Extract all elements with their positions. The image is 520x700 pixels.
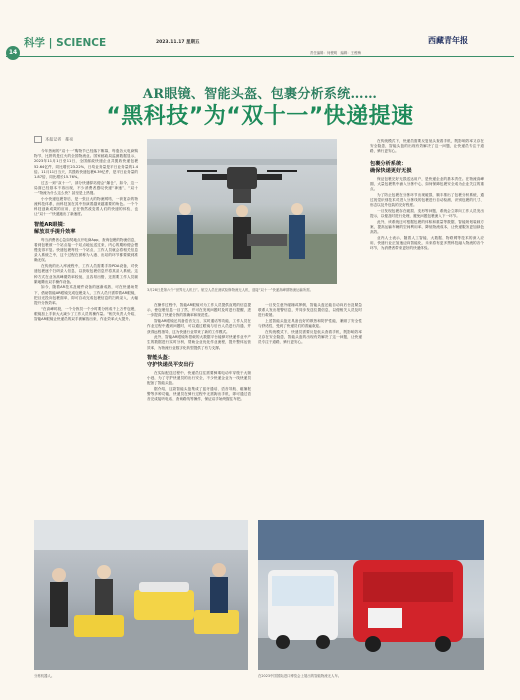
autonomous-delivery-vehicle-photo xyxy=(258,520,484,670)
paragraph: 过去一到“双十一”，部分快递驿站便会“爆仓”，如今，这一局面已经基本不再出现，不少消费者感叹快递“神速”，“双十一”物流为什么这么快？甚至是上热搜。 xyxy=(34,180,138,196)
paragraph: 在传统模式下，快递员需要反复低头查看手机，既影响效率又存在安全隐患，智能头盔的出现有效解决了这一问题，让快递员专注于道路，骑行更安心。 xyxy=(258,330,362,345)
robot-illustration xyxy=(34,520,248,670)
photo-caption-bottom-right: 在2023中国国际进口博览会上展出的智能物流无人车。 xyxy=(258,674,342,678)
subheading-line2: 守护快递员平安出行 xyxy=(147,361,194,368)
pencil-icon xyxy=(34,136,42,143)
subheading: 智能AR眼镜： xyxy=(34,221,68,228)
date: 2023.11.17 xyxy=(156,40,185,45)
section-en: SCIENCE xyxy=(56,37,107,49)
newspaper-name: 西藏青年报 xyxy=(428,35,468,45)
paragraph: 一旦发生意外碰撞或摔倒，智能头盔还能自动向后台及紧急联系人发出报警信息，并同步发送位置信息，以便相关人员及时进行救援。 xyxy=(258,303,362,318)
byline xyxy=(34,136,138,143)
page-number-badge xyxy=(6,46,20,60)
sorting-robot-photo xyxy=(34,520,248,670)
paragraph: 据介绍，这款智能头盔集成了蓝牙通话、语音导航、碰撞报警等多种功能，快递员在骑行过程中无需掏出手机，即可通过语音完成接听电话、查询路线等操作，保证双手始终握住车把。 xyxy=(147,386,251,402)
byline-text: 本报记者 都亮 xyxy=(45,136,74,142)
header-rule xyxy=(6,56,514,57)
paragraph: 在传统模式下，快递员需要反复低头查看手机，既影响效率又存在安全隐患，智能头盔的出现有效解决了这一问题，让快递员专注于道路，骑行更安心。 xyxy=(370,139,484,154)
paragraph: 此外，智能AR眼镜所搭载的大数据平台能够对快递作业中产生的数据进行实时分析，帮助企业优化作业流程，提升整体运营效率，为物流行业数字化转型提供了有力支撑。 xyxy=(147,335,251,350)
vehicle-illustration xyxy=(258,520,484,670)
subheading: 智能头盔： xyxy=(147,354,173,361)
headline-kicker: AR眼镜、智能头盔、包裹分析系统…… xyxy=(142,87,378,102)
issue-date xyxy=(156,39,200,45)
page-number: 14 xyxy=(8,49,18,56)
subheading-line2: 解放双手提升效率 xyxy=(34,228,76,235)
headline-main: “黑科技”为“双十一”快递提速 xyxy=(106,104,414,129)
paragraph: 一旦发现包裹存在破损、变形等问题，系统会立即向工作人员发出提示，以便及时进行处理，避免问题包裹流入下一环节。 xyxy=(370,208,484,219)
editor-line: 责任编辑：何俊明 编辑：王俊梅 xyxy=(310,51,388,55)
paragraph: 智能AR眼镜还具备语音交互、实时通话等功能，工作人员在作业过程中遇到问题时，可以通过眼镜与后台人员进行沟通，并获得远程指导，这为快递行业带来了新的工作模式。 xyxy=(147,319,251,334)
drone-illustration xyxy=(147,139,337,284)
paragraph: 上述智能头盔还具备良好的散热和防护性能，兼顾了安全性与舒适性，受到了快递员们的普遍欢迎。 xyxy=(258,319,362,329)
paragraph: 每当消费者心急如焚地点开电商App，查询包裹的物流信息，看到包裹被一个站点接一个站点地运送过来，内心的期盼便会慢慢变得平复。快递包裹每经一个站点，工作人员就会将相关信息录入系统之中，这个过程在被称为入港、出站的环节都要做到准确无误。 xyxy=(34,237,138,263)
paragraph: 保证包裹完好无损送达用户，是快递企业的基本责任。在物流高峰期，大量包裹集中涌入分拣中心，如何保障包裹安全成为企业关注的重点。 xyxy=(370,176,484,192)
section-title: 科学 | SCIENCE xyxy=(24,37,107,49)
drone-delivery-photo xyxy=(147,139,337,284)
paragraph: 在传统的出入库流程中，工作人员需要手持PDA设备，对快递包裹逐个扫码录入信息，以获取包裹信息并将其录入系统。这种方式在业务高峰期效率较低，且容易出错，还需要工作人员频繁地腾出双手操作设备。 xyxy=(34,264,138,284)
article-column-2 xyxy=(147,303,251,518)
photo-caption-top: 3月28日是第六个“世界无人机日”。航空人员在测试检修物流无人机，迎接“双十一”快递高峰期物流运输所需。 xyxy=(147,288,314,292)
paragraph: 如今，随着AR技术及硬件设备的逐渐成熟，可在快递场景下，借助智能AR眼镜完成包裹录入，工作人员只需带着AR眼镜，把目光投向包裹面单，即可自动完成包裹信息的扫码录入，大幅提升分拣效率。 xyxy=(34,285,138,306)
paragraph: 小小快递包裹背后，是一张巨大的物流网络，一套复杂的物流科技体系，而科技加在其中扮演着越来越重要的角色。一个个科技创新成果的应用，正在悄然改变着人们的快递的体验，也让“双十一”快递跑出了新速度。 xyxy=(34,196,138,217)
paragraph: 业内人士表示，随着人工智能、大数据、物联网等技术的深入应用，快递行业正加速迈向智能化，未来将有更多黑科技融入物流的各个环节，为消费者带来更好的快递体验。 xyxy=(370,235,484,251)
section-zh: 科学 xyxy=(24,37,45,49)
paragraph: 今年热闹的“双十一”购物节已经落下帷幕，每逢各大电商购物节，比拼的是红火的全国物流业。国家邮政局监测数据显示，2023年11月1日至11日，全国邮政快递企业共揽收快递包裹52.64亿件，同比增长23.22%，日均业务量是平日业务量的1.4倍。11月11日当天，共揽收快递包裹6.39亿件，是平日业务量的1.87倍，同比增长15.76%。 xyxy=(34,149,138,180)
article-column-3 xyxy=(258,303,362,518)
paragraph: 在操作过程中，智能AR眼镜可为工作人员提供直观的信息提示，使包裹信息一目了然，并可在发现问题时及时进行提醒，进一步提高了快递分拣的准确率和规范性。 xyxy=(147,303,251,318)
paragraph: 为了防止包裹在分拣环节出现破损，顺丰推出了包裹分析系统，通过视觉识别技术对进入分拣线的包裹进行自动检测，识别包裹的尺寸、形态以及外包装的完好程度。 xyxy=(370,192,484,208)
paragraph: 在实际配送过程中，快递员往往需要骑乘电动车穿梭于大街小巷，为了守护快递员的出行安全，不少快递企业为一线快递员配备了智能头盔。 xyxy=(147,370,251,386)
subheading-line2: 确保快递更好无损 xyxy=(370,167,412,174)
article-column-4 xyxy=(370,139,484,519)
subheading: 包裹分析系统： xyxy=(370,160,407,167)
weekday: 星期五 xyxy=(186,40,200,45)
photo-caption-bottom-left: 分拣机器人。 xyxy=(34,674,55,678)
paragraph: “在高峰时段，一个分拣员一个小时要分拣成千上万件包裹，眼镜加上手套大大减少了工作人员的操作量。”相关负责人介绍，智能AR眼镜让快递员的双手被解放出来，作业效率大大提升。 xyxy=(34,306,138,322)
paragraph: 此外，该系统还可根据包裹的体积和重量等数据，智能规划装载方案，提高运输车辆的空间利用率，降低物流成本，让快递服务更加绿色高效。 xyxy=(370,219,484,235)
